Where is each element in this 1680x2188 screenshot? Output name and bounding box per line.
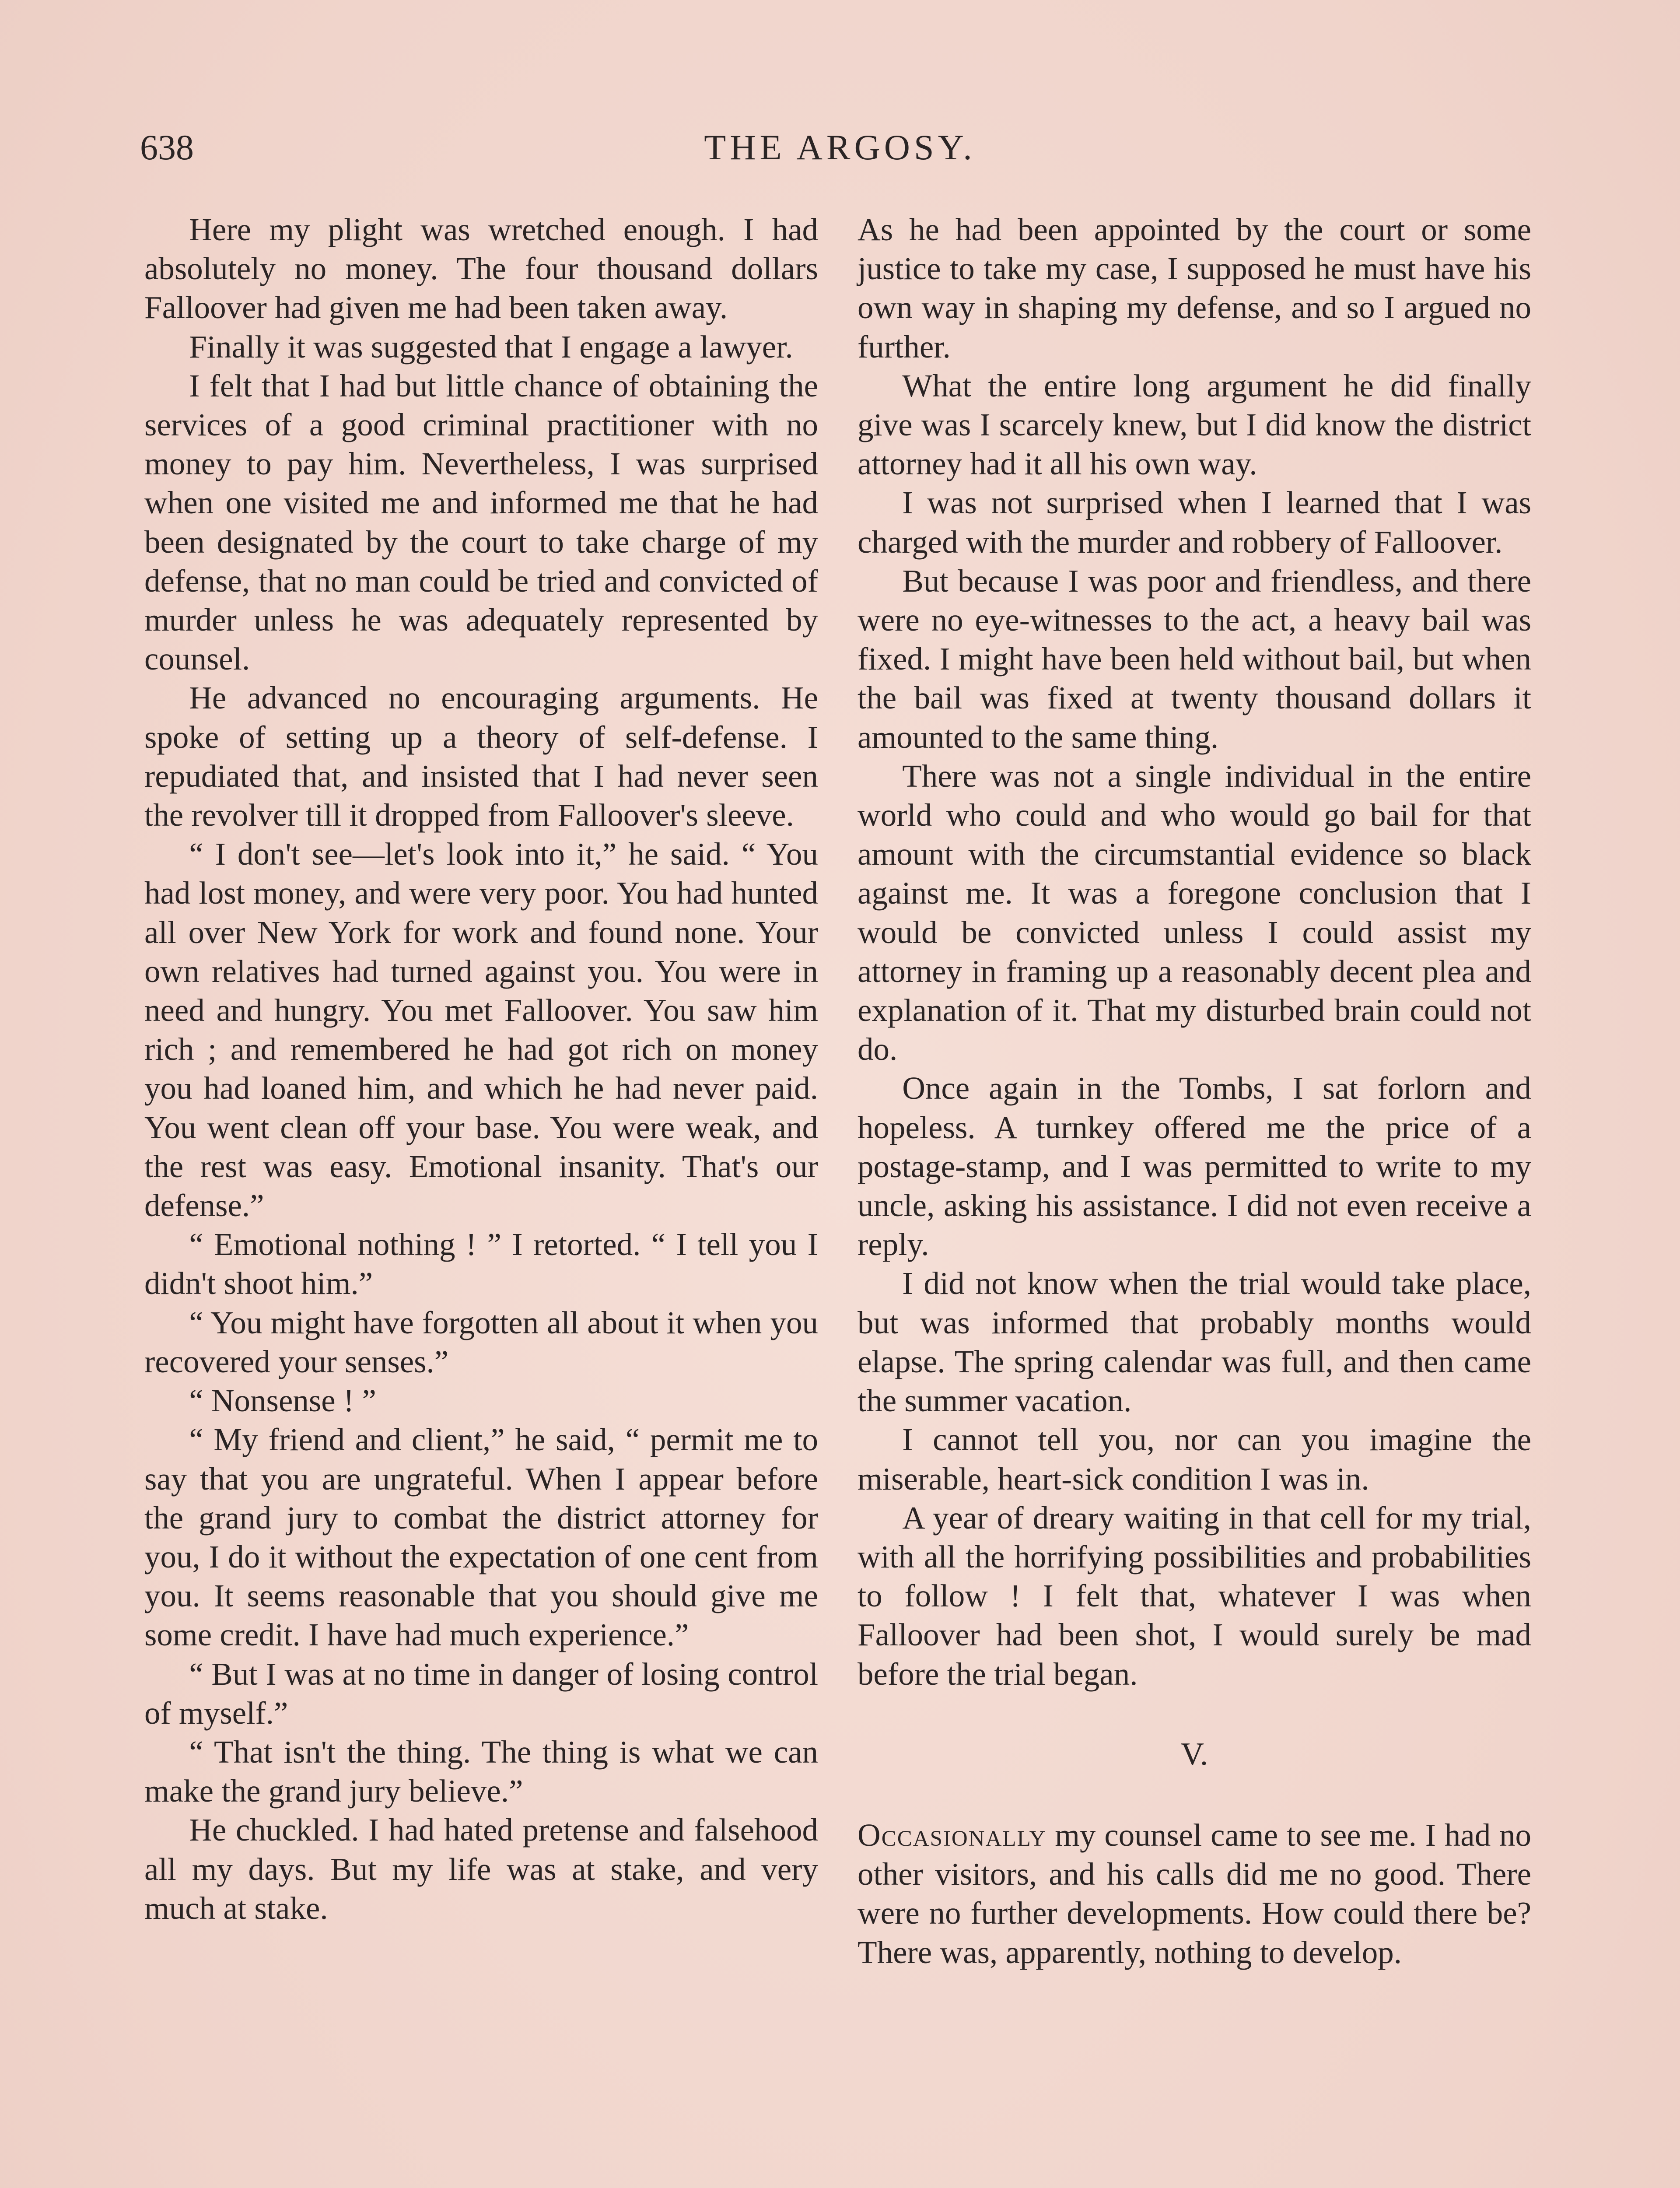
left_column-paragraph: Finally it was suggested that I engage a lawyer. <box>189 329 793 365</box>
running-head: THE ARGOSY. <box>704 127 976 167</box>
right_column-paragraph: A year of dreary waiting in that cell for my trial, with all the horrifying possibilities and probabilities to follow ! I felt that, whatever I was when Falloover had been shot, I would surely be mad before the trial began. <box>858 1500 1531 1692</box>
left_column-paragraph: “ That isn't the thing. The thing is what we can make the grand jury believe.” <box>144 1734 818 1809</box>
left_column-paragraph: “ Emotional nothing ! ” I retorted. “ I tell you I didn't shoot him.” <box>144 1227 818 1301</box>
left_column-paragraph: He chuckled. I had hated pretense and falsehood all my days. But my life was at stake, and very much at stake. <box>144 1812 818 1926</box>
right_column-paragraph: I did not know when the trial would take place, but was informed that probably months would elapse. The spring calendar was full, and then came the summer vacation. <box>858 1266 1531 1419</box>
right_column-paragraph: I was not surprised when I learned that I was charged with the murder and robbery of Falloover. <box>858 485 1531 560</box>
left_column-paragraph: “ You might have forgotten all about it when you recovered your senses.” <box>144 1304 818 1379</box>
page-number: 638 <box>140 127 194 167</box>
section-opening-paragraph <box>858 1816 1531 1972</box>
left_column-paragraph: “ Nonsense ! ” <box>189 1383 376 1419</box>
left_column-paragraph: “ I don't see—let's look into it,” he said. “ You had lost money, and were very poor. You had hunted all over New York for work and found none. Your own relatives had turned against you. You were in need and hungry. You met Falloover. You saw him rich ; and remembered he had got rich on money you had loaned him, and which he had never paid. You went clean off your base. You were weak, and the rest was easy. Emotional insanity. That's our defense.” <box>144 836 818 1224</box>
left_column-paragraph: He advanced no encouraging arguments. He spoke of setting up a theory of self-defense. I repudiated that, and insisted that I had never seen the revolver till it dropped from Falloover's sleeve. <box>144 680 818 833</box>
left_column-paragraph: “ My friend and client,” he said, “ permit me to say that you are ungrateful. When I appear before the grand jury to combat the district attorney for you, I do it without the expectation of one cent from you. It seems reasonable that you should give me some credit. I have had much experience.” <box>144 1422 818 1653</box>
section-opening-word: Occasionally <box>858 1817 1046 1853</box>
right_column-paragraph: What the entire long argument he did finally give was I scarcely knew, but I did know the district attorney had it all his own way. <box>858 368 1531 482</box>
left-column <box>144 210 818 1928</box>
right_column-paragraph: There was not a single individual in the entire world who could and who would go bail for that amount with the circumstantial evidence so black against me. It was a foregone conclusion that I would be convicted unless I could assist my attorney in framing up a reasonably decent plea and explanation of it. That my disturbed brain could not do. <box>858 758 1531 1067</box>
left_column-paragraph: “ But I was at no time in danger of losing control of myself.” <box>144 1656 818 1731</box>
section-heading: V. <box>1180 1736 1208 1772</box>
section-opening-text: my counsel came to see me. I had no other visitors, and his calls did me no good. There were no further developments. How could there be? There was, apparently, nothing to develop. <box>858 1817 1531 1970</box>
right_column-paragraph: As he had been appointed by the court or some justice to take my case, I supposed he must have his own way in shaping my defense, and so I argued no further. <box>858 212 1531 365</box>
right_column-paragraph: I cannot tell you, nor can you imagine the miserable, heart-sick condition I was in. <box>858 1422 1531 1497</box>
right_column-paragraph: But because I was poor and friendless, and there were no eye-witnesses to the act, a heavy bail was fixed. I might have been held without bail, but when the bail was fixed at twenty thousand dollars it amounted to the same thing. <box>858 563 1531 755</box>
right_column-paragraph: Once again in the Tombs, I sat forlorn and hopeless. A turnkey offered me the price of a postage-stamp, and I was permitted to write to my uncle, asking his assistance. I did not even receive a reply. <box>858 1070 1531 1262</box>
left_column-paragraph: Here my plight was wretched enough. I had absolutely no money. The four thousand dollars Falloover had given me had been taken away. <box>144 212 818 326</box>
left_column-paragraph: I felt that I had but little chance of obtaining the services of a good criminal practitioner with no money to pay him. Nevertheless, I was surprised when one visited me and informed me that he had been designated by the court to take charge of my defense, that no man could be tried and convicted of murder unless he was adequately represented by counsel. <box>144 368 818 677</box>
right-column <box>858 210 1531 1972</box>
